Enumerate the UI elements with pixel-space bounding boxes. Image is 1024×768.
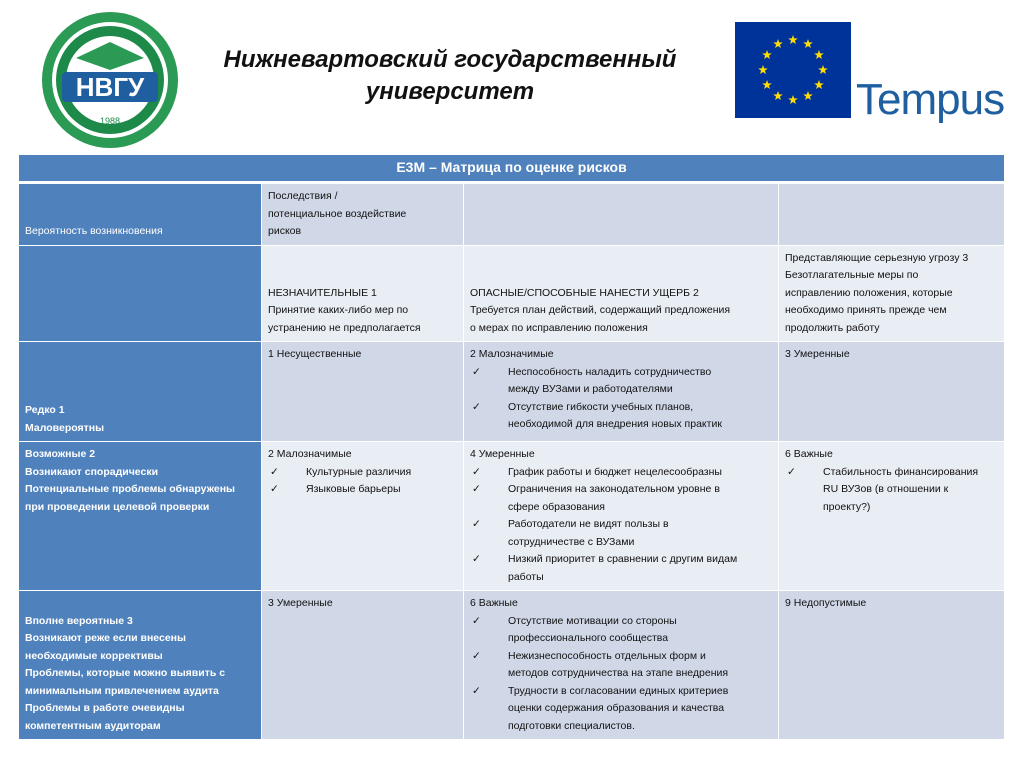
risk-level-cell bbox=[262, 342, 464, 442]
risk-level-cell bbox=[464, 591, 779, 740]
risk-list-item bbox=[470, 648, 772, 683]
text-line: Требуется план действий, содержащий предложения bbox=[470, 304, 731, 316]
eu-star-icon bbox=[758, 65, 768, 74]
text-line: Редко 1 bbox=[25, 404, 65, 416]
risk-level-heading: 2 Малозначимые bbox=[268, 448, 352, 460]
matrix-title: E3M – Матрица по оценке рисков bbox=[19, 155, 1005, 183]
text-line: НЕЗНАЧИТЕЛЬНЫЕ 1 bbox=[268, 286, 377, 299]
eu-star-icon bbox=[803, 39, 813, 48]
text-line: Потенциальные проблемы обнаружены bbox=[25, 483, 236, 495]
impact-cell bbox=[262, 245, 464, 342]
risk-list bbox=[470, 464, 772, 587]
text-line: при проведении целевой проверки bbox=[25, 500, 210, 513]
checkmark-icon: ✓ bbox=[472, 614, 481, 627]
text-line: минимальным привлечением аудита bbox=[25, 684, 219, 697]
text-line: Возникают реже если внесены bbox=[25, 632, 186, 644]
text-line: Ограничения на законодательном уровне в bbox=[508, 483, 720, 495]
risk-level-heading: 6 Важные bbox=[785, 448, 833, 460]
checkmark-icon: ✓ bbox=[270, 465, 279, 478]
eu-flag-icon bbox=[735, 22, 851, 118]
text-line: оценки содержания образования и качества bbox=[508, 702, 725, 714]
risk-row bbox=[19, 591, 1005, 740]
risk-level-cell bbox=[779, 342, 1005, 442]
risk-row bbox=[19, 342, 1005, 442]
risk-level-heading: 2 Малозначимые bbox=[470, 348, 554, 360]
eu-star-icon bbox=[788, 95, 798, 104]
text-line: подготовки специалистов. bbox=[508, 719, 635, 732]
risk-level-heading: 9 Недопустимые bbox=[785, 597, 867, 609]
risk-list bbox=[470, 613, 772, 736]
text-line: Маловероятны bbox=[25, 421, 105, 434]
eu-star-icon bbox=[814, 50, 824, 59]
text-line: Представляющие серьезную угрозу 3 bbox=[785, 251, 969, 264]
risk-list-item bbox=[470, 613, 772, 648]
checkmark-icon: ✓ bbox=[472, 684, 481, 697]
risk-list-item bbox=[470, 481, 772, 516]
eu-star-icon bbox=[762, 80, 772, 89]
text-line: Работодатели не видят пользы в bbox=[508, 518, 669, 530]
eu-star-icon bbox=[773, 91, 783, 100]
text-line: проекту?) bbox=[823, 500, 871, 513]
probability-label-cell bbox=[19, 342, 262, 442]
eu-star-icon bbox=[803, 91, 813, 100]
risk-list-item bbox=[470, 364, 772, 399]
logo-text: НВГУ bbox=[75, 72, 145, 102]
checkmark-icon: ✓ bbox=[787, 465, 796, 478]
eu-star-icon bbox=[788, 35, 798, 44]
risk-level-cell bbox=[464, 442, 779, 591]
text-line: ОПАСНЫЕ/СПОСОБНЫЕ НАНЕСТИ УЩЕРБ 2 bbox=[470, 286, 699, 299]
text-line: Принятие каких-либо мер по bbox=[268, 304, 409, 316]
checkmark-icon: ✓ bbox=[270, 483, 279, 495]
text-line: профессионального сообщества bbox=[508, 632, 669, 644]
risk-list-item bbox=[470, 683, 772, 736]
risk-list bbox=[470, 364, 772, 434]
text-line: компетентным аудиторам bbox=[25, 719, 161, 732]
text-line: Нежизнеспособность отдельных форм и bbox=[508, 649, 706, 662]
text-line: Языковые барьеры bbox=[306, 483, 401, 495]
risk-level-heading: 6 Важные bbox=[470, 597, 518, 609]
checkmark-icon: ✓ bbox=[472, 553, 481, 565]
checkmark-icon: ✓ bbox=[472, 400, 481, 413]
checkmark-icon: ✓ bbox=[472, 483, 481, 495]
text-line: График работы и бюджет нецелесообразны bbox=[508, 465, 722, 478]
text-line: Отсутствие мотивации со стороны bbox=[508, 614, 677, 627]
risk-level-cell bbox=[262, 591, 464, 740]
checkmark-icon: ✓ bbox=[472, 518, 481, 530]
text-line: Возможные 2 bbox=[25, 448, 96, 460]
university-title bbox=[180, 44, 720, 108]
text-line: Вполне вероятные 3 bbox=[25, 614, 133, 627]
university-logo bbox=[40, 10, 180, 150]
checkmark-icon: ✓ bbox=[472, 365, 481, 378]
text-line: устранению не предполагается bbox=[268, 321, 421, 334]
text-line: сотрудничестве с ВУЗами bbox=[508, 535, 635, 548]
empty-header-cell bbox=[779, 183, 1005, 246]
risk-level-cell bbox=[464, 342, 779, 442]
text-line: Отсутствие гибкости учебных планов, bbox=[508, 400, 694, 413]
text-line: Проблемы в работе очевидны bbox=[25, 702, 185, 714]
risk-level-heading: 4 Умеренные bbox=[470, 448, 535, 460]
text-line: сфере образования bbox=[508, 500, 605, 513]
risk-list-item bbox=[785, 464, 998, 517]
text-line: Последствия / bbox=[268, 190, 338, 202]
eu-star-icon bbox=[814, 80, 824, 89]
text-line: Низкий приоритет в сравнении с другим видам bbox=[508, 553, 738, 565]
risk-row bbox=[19, 442, 1005, 591]
text-line: необходимые коррективы bbox=[25, 649, 163, 662]
risk-list-item bbox=[268, 464, 457, 482]
text-line: RU ВУЗов (в отношении к bbox=[823, 483, 949, 495]
text-line: методов сотрудничества на этапе внедрения bbox=[508, 667, 729, 679]
text-line: между ВУЗами и работодателями bbox=[508, 383, 673, 395]
slide-header bbox=[0, 0, 1024, 155]
logo-year: 1988 bbox=[99, 116, 121, 126]
text-line: Культурные различия bbox=[306, 465, 412, 478]
title-line-2: университет bbox=[365, 78, 535, 105]
eu-star-icon bbox=[762, 50, 772, 59]
risk-list-item bbox=[470, 464, 772, 482]
tempus-logo-text: Tempus bbox=[856, 75, 1005, 124]
risk-level-heading: 3 Умеренные bbox=[785, 348, 850, 360]
text-line: Возникают спорадически bbox=[25, 465, 159, 478]
text-line: Неспособность наладить сотрудничество bbox=[508, 365, 712, 378]
probability-label-cell bbox=[19, 591, 262, 740]
risk-list-item bbox=[470, 399, 772, 434]
text-line: продолжить работу bbox=[785, 321, 880, 334]
empty-header-cell bbox=[464, 183, 779, 246]
risk-list-item bbox=[470, 551, 772, 586]
text-line: необходимой для внедрения новых практик bbox=[508, 418, 722, 430]
probability-label-cell bbox=[19, 442, 262, 591]
text-line: необходимо принять прежде чем bbox=[785, 304, 947, 316]
text-line: Трудности в согласовании единых критериев bbox=[508, 684, 729, 697]
impact-cell bbox=[779, 245, 1005, 342]
text-line: исправлению положения, которые bbox=[785, 286, 953, 299]
checkmark-icon: ✓ bbox=[472, 465, 481, 478]
text-line: Проблемы, которые можно выявить с bbox=[25, 667, 226, 679]
risk-list-item bbox=[470, 516, 772, 551]
risk-matrix-table bbox=[18, 154, 1005, 740]
checkmark-icon: ✓ bbox=[472, 649, 481, 662]
title-line-1: Нижневартовский государственный bbox=[223, 46, 677, 73]
risk-level-heading: 3 Умеренные bbox=[268, 597, 333, 609]
impact-cell bbox=[464, 245, 779, 342]
text-line: рисков bbox=[268, 225, 302, 237]
text-line: Безотлагательные меры по bbox=[785, 269, 919, 281]
risk-list-item bbox=[268, 481, 457, 499]
eu-star-icon bbox=[818, 65, 828, 74]
empty-label-cell bbox=[19, 245, 262, 342]
consequences-header bbox=[262, 183, 464, 246]
text-line: потенциальное воздействие bbox=[268, 207, 407, 220]
text-line: о мерах по исправлению положения bbox=[470, 321, 648, 334]
risk-level-cell bbox=[779, 591, 1005, 740]
risk-level-heading: 1 Несущественные bbox=[268, 348, 362, 360]
text-line: работы bbox=[508, 570, 544, 583]
risk-list bbox=[268, 464, 457, 499]
risk-level-cell bbox=[262, 442, 464, 591]
risk-level-cell bbox=[779, 442, 1005, 591]
eu-star-icon bbox=[773, 39, 783, 48]
text-line: Стабильность финансирования bbox=[823, 465, 979, 478]
probability-header: Вероятность возникновения bbox=[19, 183, 262, 246]
risk-list bbox=[785, 464, 998, 517]
